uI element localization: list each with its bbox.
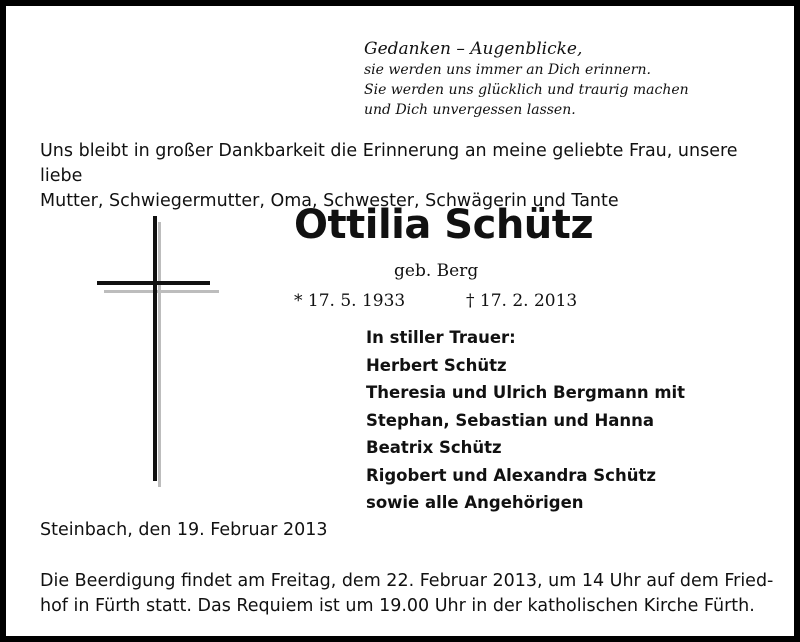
funeral-line: hof in Fürth statt. Das Requiem ist um 19.00 Uhr in der katholischen Kirche Fürth. (40, 596, 755, 616)
poem-heading: Gedanken – Augenblicke, (364, 39, 583, 59)
mourner-name: Beatrix Schütz (366, 438, 502, 457)
birth-date: * 17. 5. 1933 (294, 291, 406, 311)
maiden-name: geb. Berg (394, 261, 479, 281)
mourner-name: Herbert Schütz (366, 355, 507, 375)
mourner-name: sowie alle Angehörigen (366, 493, 584, 512)
place-and-date: Steinbach, den 19. Februar 2013 (40, 520, 328, 540)
poem-line: und Dich unvergessen lassen. (364, 102, 576, 118)
mourner-name: Stephan, Sebastian und Hanna (366, 410, 655, 430)
poem-line: Sie werden uns glücklich und traurig machen (364, 82, 689, 98)
deceased-name: Ottilia Schütz (294, 202, 594, 248)
intro-line: Mutter, Schwiegermutter, Oma, Schwester, Schwägerin und Tante (40, 191, 619, 211)
intro-line: Uns bleibt in großer Dankbarkeit die Erinnerung an meine geliebte Frau, unsere liebe (40, 141, 738, 186)
death-date: † 17. 2. 2013 (466, 291, 578, 311)
mourners-heading: In stiller Trauer: (366, 328, 516, 347)
funeral-line: Die Beerdigung findet am Freitag, dem 22. Februar 2013, um 14 Uhr auf dem Fried- (40, 571, 774, 591)
poem (364, 38, 689, 120)
mourner-name: Theresia und Ulrich Bergmann mit (366, 383, 686, 402)
funeral-info (40, 569, 780, 619)
mourners-list (366, 324, 685, 517)
mourner-name: Rigobert und Alexandra Schütz (366, 465, 656, 485)
cross-icon (94, 214, 224, 489)
poem-line: sie werden uns immer an Dich erinnern. (364, 62, 651, 78)
